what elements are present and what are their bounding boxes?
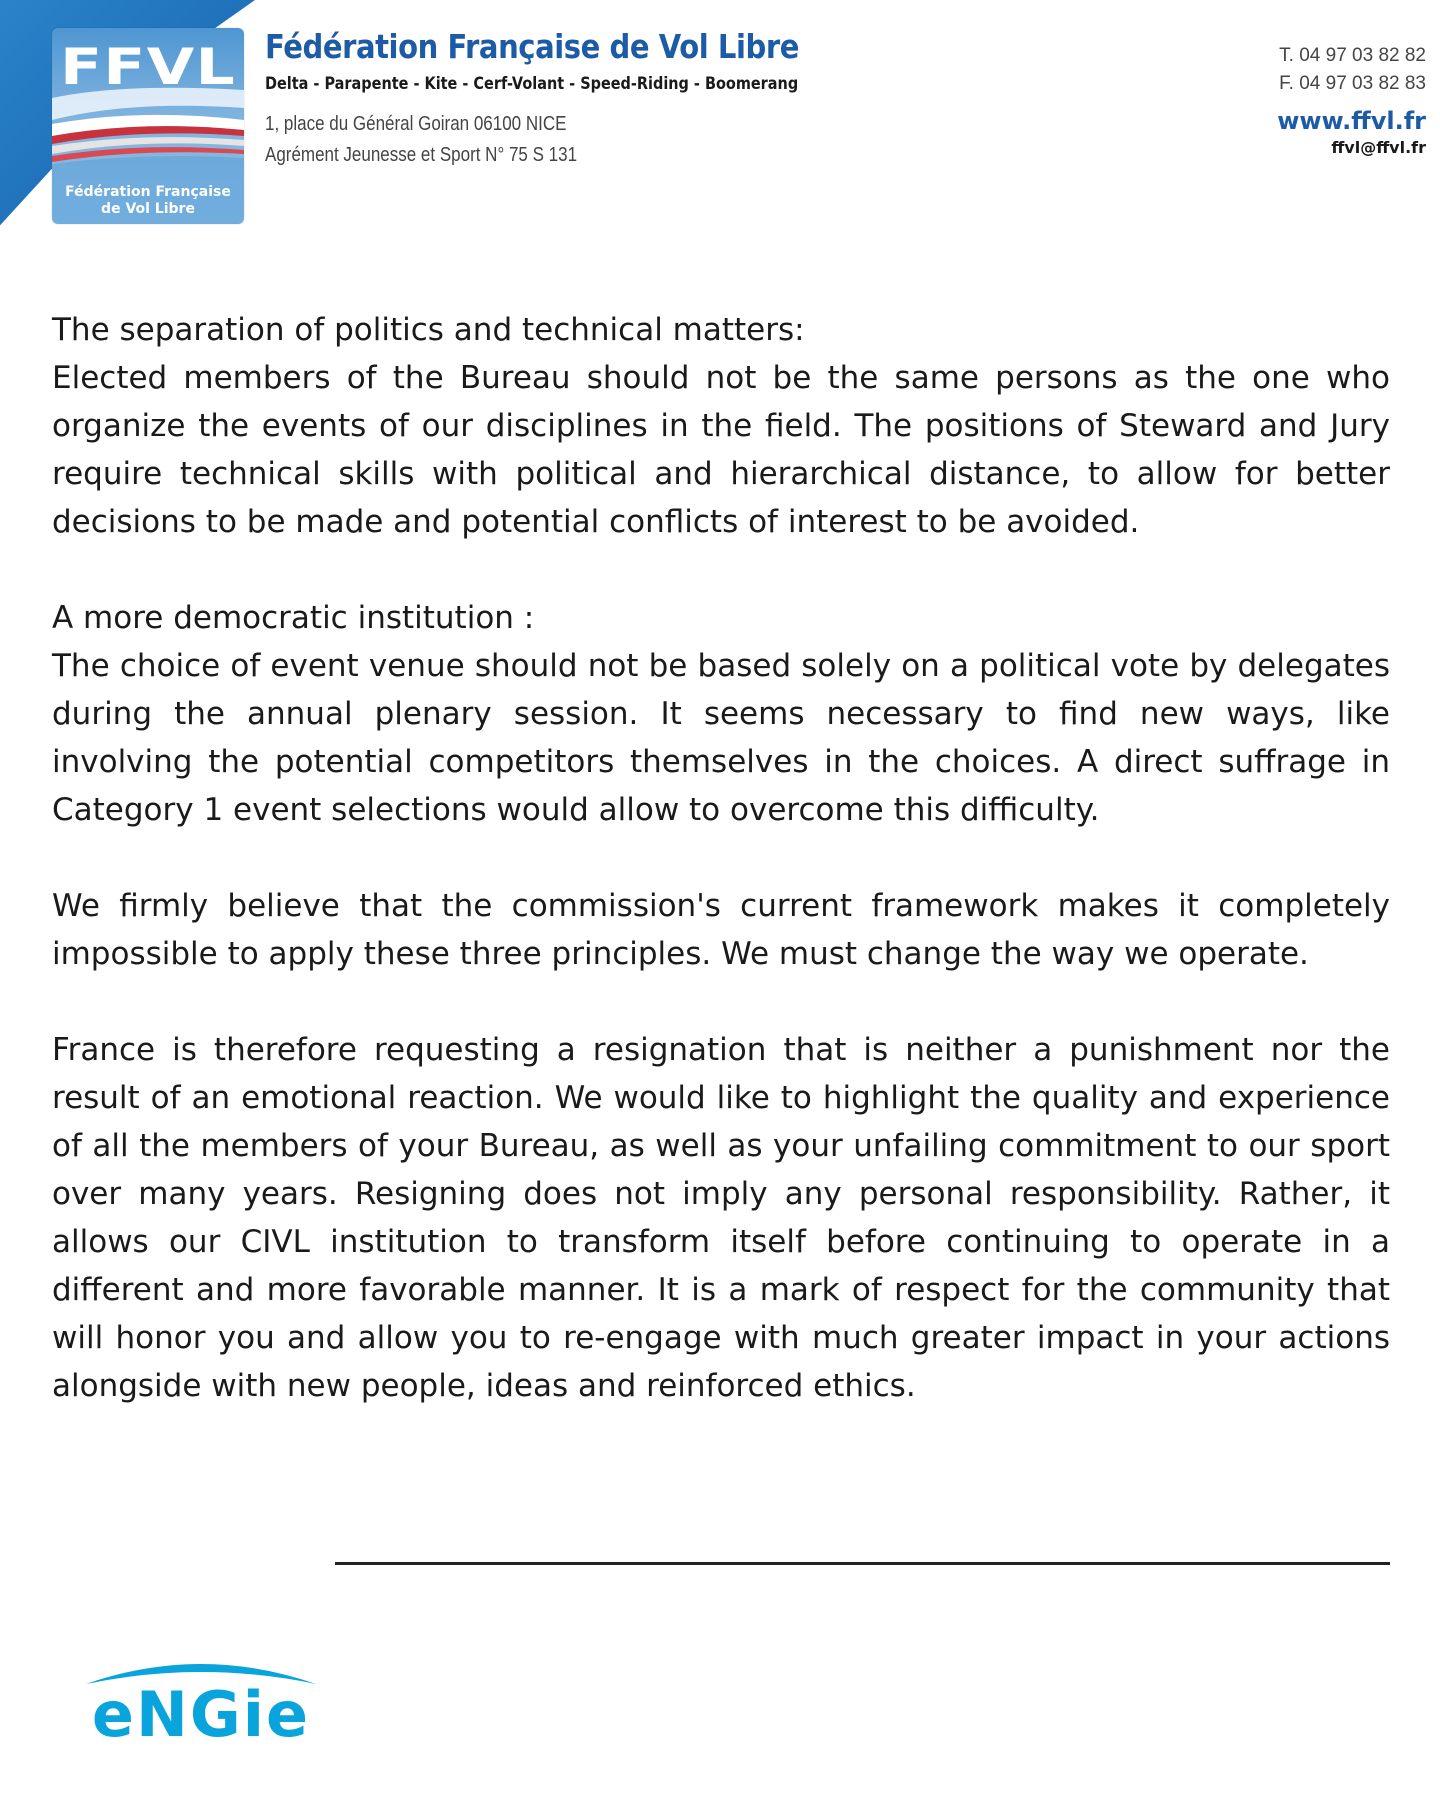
paragraph-text-democratic: The choice of event venue should not be based solely on a political vote by delegates during the annual plenary session. It seems necessary to find new ways, like involving the potential competitors themselves in the choices. A direct suffrage in Category 1 event selections would allow to overcome this difficulty. — [52, 648, 1390, 828]
paragraph-framework: We firmly believe that the commission's current framework makes it completely impossible to apply these three principles. We must change the way we operate. — [52, 888, 1390, 972]
paragraph-heading-separation: The separation of politics and technical matters: — [52, 312, 805, 348]
ffvl-logo-text: FFVL — [60, 38, 236, 96]
paragraph-heading-democratic: A more democratic institution : — [52, 600, 535, 636]
email-link[interactable]: ffvl@ffvl.fr — [1331, 138, 1426, 157]
org-name: Fédération Française de Vol Libre — [265, 27, 799, 66]
paragraph-resignation: France is therefore requesting a resignation that is neither a punishment nor the result of an emotional reaction. We would like to highlight the quality and experience of all the members of your Bureau, as well as your unfailing commitment to our sport over many years. Resigning does not imply any personal responsibility. Rather, it allows our CIVL institution to transform itself before continuing to operate in a different and more favorable manner. It is a mark of respect for the community that will honor you and allow you to re-engage with much greater impact in your actions alongside with new people, ideas and reinforced ethics. — [52, 1032, 1390, 1404]
org-disciplines: Delta - Parapente - Kite - Cerf-Volant - Speed-Riding - Boomerang — [265, 74, 799, 94]
org-agrement: Agrément Jeunesse et Sport N° 75 S 131 — [265, 144, 578, 166]
logo-subtitle-line2: de Vol Libre — [101, 201, 195, 217]
logo-subtitle-line1: Fédération Française — [65, 184, 231, 200]
org-address: 1, place du Général Goiran 06100 NICE — [265, 113, 567, 135]
ffvl-logo — [52, 28, 244, 224]
contact-block — [1277, 42, 1426, 157]
paragraph-text-separation: Elected members of the Bureau should not be the same persons as the one who organize the events of our disciplines in the field. The positions of Steward and Jury require technical skills with political and hierarchical distance, to allow for better decisions to be made and potential conflicts of interest to be avoided. — [52, 360, 1390, 540]
phone-number: T. 04 97 03 82 82 — [1279, 45, 1426, 66]
letter-body — [52, 306, 1390, 1458]
paragraph-separation — [52, 306, 1390, 546]
engie-logo-text: eNGie — [91, 1678, 311, 1751]
fax-number: F. 04 97 03 82 83 — [1279, 73, 1426, 94]
website-link[interactable]: www.ffvl.fr — [1277, 107, 1426, 135]
engie-logo — [70, 1650, 332, 1750]
logo-subtitle — [52, 184, 244, 218]
signature-line — [335, 1562, 1390, 1565]
paragraph-democratic — [52, 594, 1390, 834]
